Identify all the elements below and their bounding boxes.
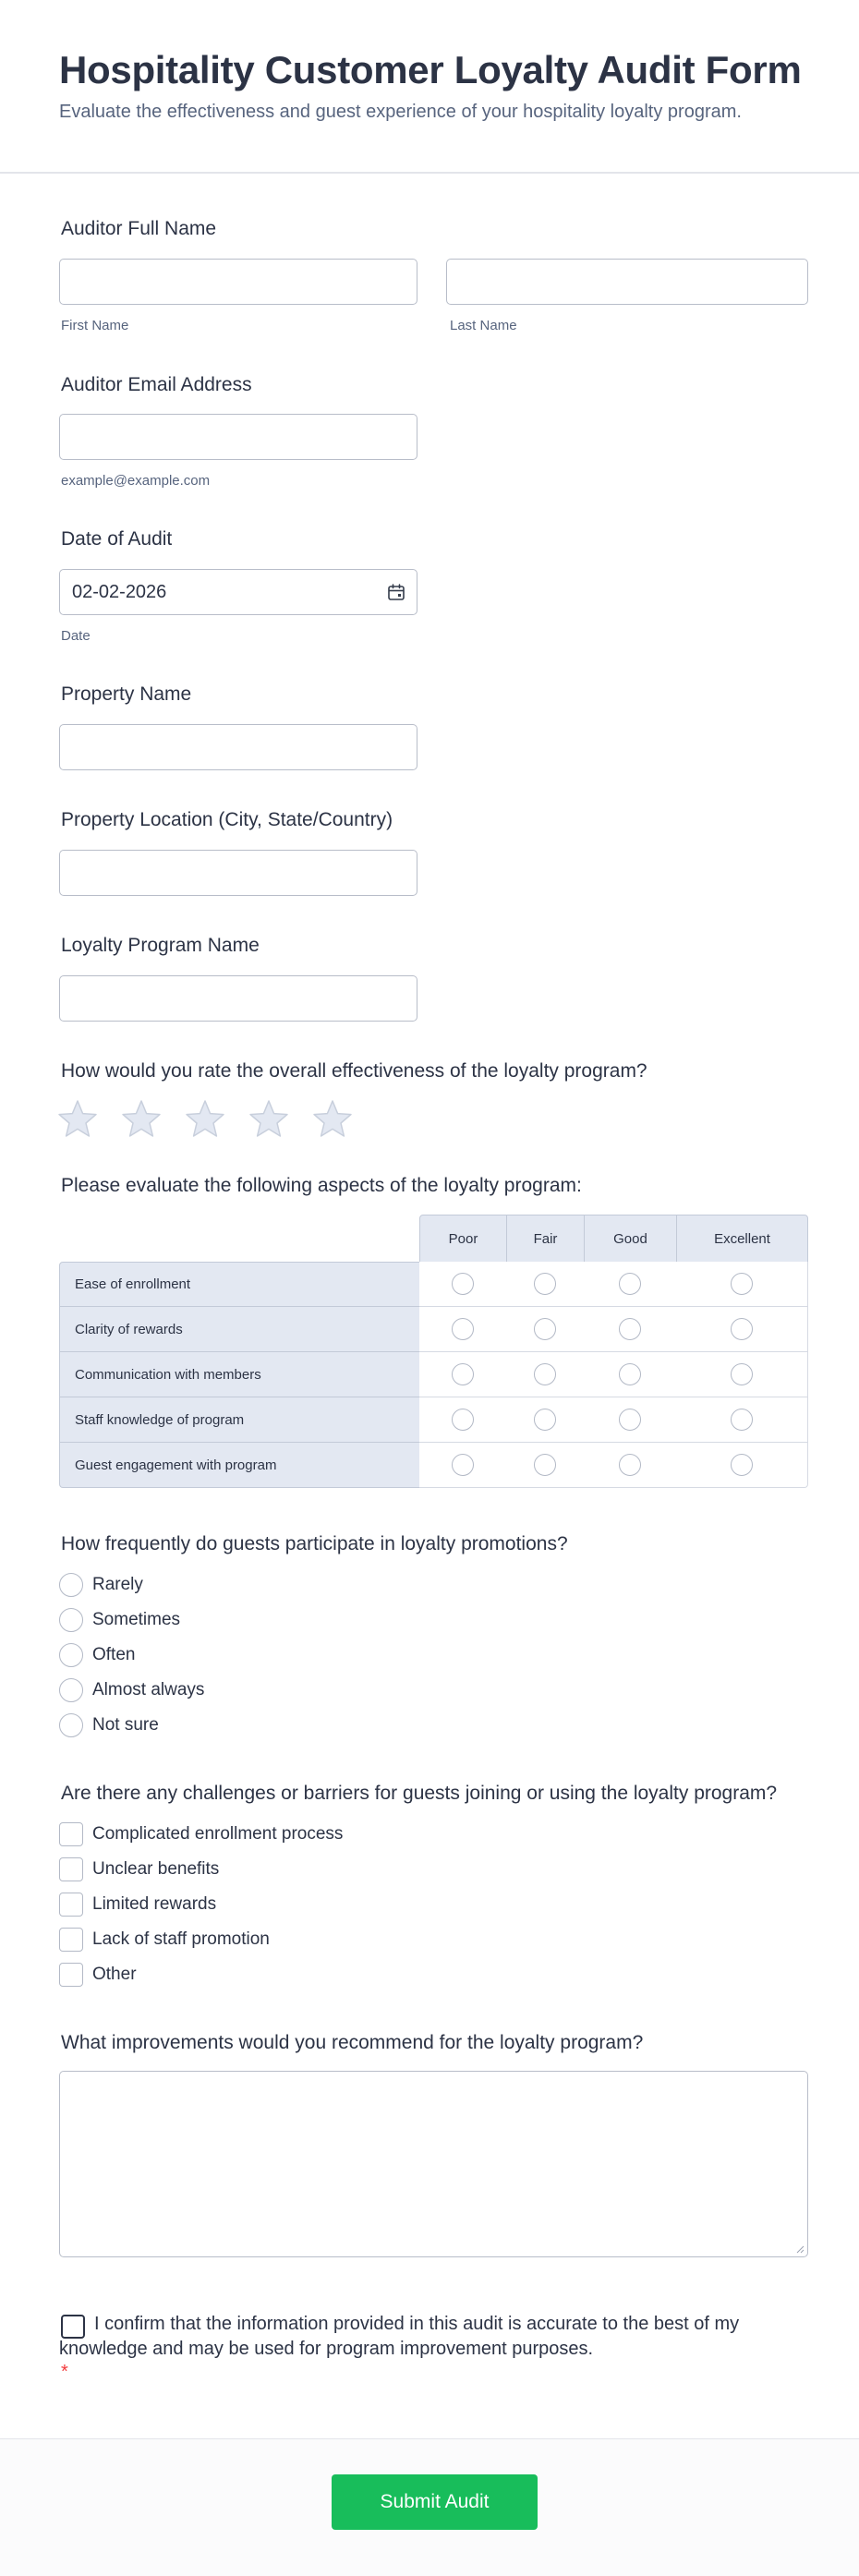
- matrix-cell: [419, 1307, 507, 1352]
- matrix-cell: [584, 1262, 677, 1307]
- matrix-cell: [584, 1397, 677, 1443]
- improvements-textarea[interactable]: [59, 2071, 808, 2257]
- first-name-input[interactable]: [59, 259, 417, 305]
- rating-label: How would you rate the overall effectiveness of the loyalty program?: [61, 1060, 647, 1082]
- matrix-cell: [419, 1352, 507, 1397]
- matrix-radio[interactable]: [619, 1273, 641, 1295]
- matrix-cell: [676, 1262, 808, 1307]
- frequency-label: How frequently do guests participate in loyalty promotions?: [61, 1533, 568, 1554]
- matrix-column-excellent: Excellent: [676, 1215, 808, 1263]
- matrix-radio[interactable]: [534, 1454, 556, 1476]
- matrix-cell: [506, 1352, 585, 1397]
- barrier-option[interactable]: Unclear benefits: [59, 1856, 219, 1882]
- matrix-radio[interactable]: [619, 1409, 641, 1431]
- matrix-cell: [506, 1443, 585, 1488]
- matrix-radio[interactable]: [731, 1363, 753, 1385]
- confirm-text: I confirm that the information provided in this audit is accurate to the best of my knowledge and may be used for program improvement purposes.: [59, 2314, 740, 2359]
- barrier-option[interactable]: Other: [59, 1962, 137, 1988]
- matrix-radio[interactable]: [619, 1363, 641, 1385]
- audit-date-input[interactable]: [59, 569, 417, 615]
- radio-button[interactable]: [59, 1713, 83, 1737]
- radio-button[interactable]: [59, 1573, 83, 1597]
- property-name-label: Property Name: [61, 683, 192, 705]
- resize-grip-icon[interactable]: [795, 2244, 805, 2254]
- matrix-cell: [676, 1307, 808, 1352]
- audit-date-value: 02-02-2026: [72, 582, 167, 602]
- barrier-option[interactable]: Limited rewards: [59, 1892, 216, 1917]
- first-name-sublabel: First Name: [61, 318, 129, 333]
- matrix-cell: [676, 1443, 808, 1488]
- frequency-option[interactable]: Sometimes: [59, 1607, 180, 1633]
- property-location-input[interactable]: [59, 850, 417, 896]
- program-name-label: Loyalty Program Name: [61, 935, 260, 956]
- checkbox[interactable]: [59, 1963, 83, 1987]
- matrix-cell: [584, 1307, 677, 1352]
- program-name-input[interactable]: [59, 975, 417, 1022]
- barriers-label: Are there any challenges or barriers for guests joining or using the loyalty program?: [61, 1783, 778, 1804]
- matrix-radio[interactable]: [731, 1409, 753, 1431]
- checkbox[interactable]: [59, 1928, 83, 1952]
- email-input[interactable]: [59, 414, 417, 460]
- last-name-sublabel: Last Name: [450, 318, 517, 333]
- matrix-radio[interactable]: [534, 1409, 556, 1431]
- matrix-radio[interactable]: [452, 1363, 474, 1385]
- audit-date-label: Date of Audit: [61, 528, 173, 550]
- evaluation-matrix: [59, 1215, 808, 1492]
- audit-date-sublabel: Date: [61, 628, 91, 644]
- required-asterisk: *: [61, 2362, 68, 2382]
- matrix-row-label: Staff knowledge of program: [59, 1397, 420, 1443]
- radio-button[interactable]: [59, 1643, 83, 1667]
- barrier-option[interactable]: Lack of staff promotion: [59, 1927, 270, 1953]
- matrix-radio[interactable]: [534, 1363, 556, 1385]
- submit-button[interactable]: Submit Audit: [332, 2474, 538, 2530]
- frequency-option[interactable]: Not sure: [59, 1712, 159, 1738]
- matrix-cell: [506, 1262, 585, 1307]
- radio-button[interactable]: [59, 1608, 83, 1632]
- frequency-option[interactable]: Often: [59, 1642, 135, 1668]
- auditor-name-label: Auditor Full Name: [61, 218, 217, 239]
- matrix-column-fair: Fair: [506, 1215, 585, 1263]
- form-title: Hospitality Customer Loyalty Audit Form: [59, 48, 802, 91]
- star-icon[interactable]: [121, 1099, 162, 1138]
- checkbox[interactable]: [59, 1822, 83, 1846]
- star-icon[interactable]: [312, 1099, 353, 1138]
- matrix-radio[interactable]: [534, 1318, 556, 1340]
- frequency-option[interactable]: Almost always: [59, 1677, 204, 1703]
- property-name-input[interactable]: [59, 724, 417, 770]
- matrix-cell: [584, 1443, 677, 1488]
- matrix-column-good: Good: [584, 1215, 677, 1263]
- matrix-radio[interactable]: [452, 1409, 474, 1431]
- matrix-cell: [676, 1352, 808, 1397]
- matrix-row-label: Ease of enrollment: [59, 1262, 420, 1307]
- matrix-radio[interactable]: [619, 1318, 641, 1340]
- star-icon[interactable]: [57, 1099, 98, 1138]
- radio-button[interactable]: [59, 1678, 83, 1702]
- matrix-row-label: Communication with members: [59, 1352, 420, 1397]
- matrix-radio[interactable]: [731, 1454, 753, 1476]
- matrix-cell: [676, 1397, 808, 1443]
- improvements-label: What improvements would you recommend for the loyalty program?: [61, 2032, 644, 2053]
- matrix-row-label: Guest engagement with program: [59, 1443, 420, 1488]
- checkbox[interactable]: [59, 1857, 83, 1881]
- matrix-radio[interactable]: [731, 1318, 753, 1340]
- last-name-input[interactable]: [446, 259, 808, 305]
- matrix-radio[interactable]: [731, 1273, 753, 1295]
- matrix-cell: [506, 1397, 585, 1443]
- email-sublabel: example@example.com: [61, 473, 211, 489]
- barrier-option[interactable]: Complicated enrollment process: [59, 1821, 343, 1847]
- matrix-radio[interactable]: [619, 1454, 641, 1476]
- matrix-label: Please evaluate the following aspects of the loyalty program:: [61, 1175, 582, 1196]
- calendar-icon[interactable]: [387, 583, 405, 601]
- matrix-row-label: Clarity of rewards: [59, 1307, 420, 1352]
- matrix-radio[interactable]: [452, 1318, 474, 1340]
- matrix-radio[interactable]: [452, 1273, 474, 1295]
- matrix-cell: [419, 1443, 507, 1488]
- matrix-cell: [419, 1397, 507, 1443]
- form-subtitle: Evaluate the effectiveness and guest experience of your hospitality loyalty program.: [59, 102, 742, 122]
- form-header: [0, 0, 859, 174]
- matrix-radio[interactable]: [534, 1273, 556, 1295]
- matrix-column-poor: Poor: [419, 1215, 507, 1263]
- matrix-cell: [506, 1307, 585, 1352]
- matrix-cell: [584, 1352, 677, 1397]
- star-icon[interactable]: [248, 1099, 289, 1138]
- property-location-label: Property Location (City, State/Country): [61, 809, 393, 830]
- matrix-cell: [419, 1262, 507, 1307]
- checkbox[interactable]: [59, 1893, 83, 1917]
- auditor-email-label: Auditor Email Address: [61, 374, 252, 395]
- matrix-radio[interactable]: [452, 1454, 474, 1476]
- frequency-option[interactable]: Rarely: [59, 1572, 143, 1598]
- star-icon[interactable]: [185, 1099, 225, 1138]
